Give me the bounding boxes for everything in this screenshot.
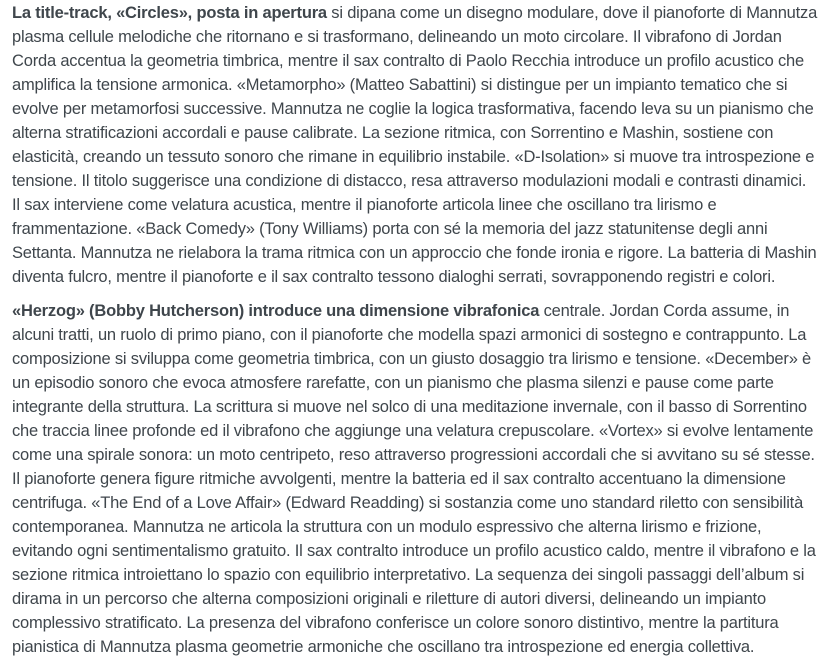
paragraph-1-body-text: si dipana come un disegno modulare, dove il pianoforte di Mannutza plasma cellule melodiche che ritornano e si trasformano, delineando un moto circolare. Il vibrafono di Jordan Corda accentua la geometria timbrica, mentre il sax contralto di Paolo Recchia introduce un profilo acustico che amplifica la tensione armonica. «Metamorpho» (Matteo Sabattini) si distingue per un impianto tematico che si evolve per metamorfosi successive. Mannutza ne coglie la logica trasformativa, facendo leva su un pianismo che alterna stratificazioni accordali e pause calibrate. La sezione ritmica, con Sorrentino e Mashin, sostiene con elasticità, creando un tessuto sonoro che rimane in equilibrio instabile. «D-Isolation» si muove tra introspezione e tensione. Il titolo suggerisce una condizione di distacco, resa attraverso modulazioni modali e contrasti dinamici. Il sax interviene come velatura acustica, mentre il pianoforte articola linee che oscillano tra lirismo e frammentazione. «Back Comedy» (Tony Williams) porta con sé la memoria del jazz statunitense degli anni Settanta. Mannutza ne rielabora la trama ritmica con un approccio che fonde ironia e rigore. La batteria di Mashin diventa fulcro, mentre il pianoforte e il sax contralto tessono dialoghi serrati, sovrapponendo registri e colori. <box>12 4 818 286</box>
paragraph-2-bold-lead: «Herzog» (Bobby Hutcherson) introduce una dimensione vibrafonica <box>12 302 540 320</box>
paragraph-1-bold-lead: La title-track, «Circles», posta in apertura <box>12 4 327 22</box>
article-paragraph-2 <box>12 299 818 659</box>
paragraph-2-body-text: centrale. Jordan Corda assume, in alcuni tratti, un ruolo di primo piano, con il pianoforte che modella spazi armonici di sostegno e contrappunto. La composizione si sviluppa come geometria timbrica, con un giusto dosaggio tra lirismo e tensione. «December» è un episodio sonoro che evoca atmosfere rarefatte, con un pianismo che plasma silenzi e pause come parte integrante della struttura. La scrittura si muove nel solco di una meditazione invernale, con il basso di Sorrentino che traccia linee profonde ed il vibrafono che aggiunge una velatura crepuscolare. «Vortex» si evolve lentamente come una spirale sonora: un moto centripeto, reso attraverso progressioni accordali che si avvitano su sé stesse. Il pianoforte genera figure ritmiche avvolgenti, mentre la batteria ed il sax contralto accentuano la dimensione centrifuga. «The End of a Love Affair» (Edward Readding) si sostanzia come uno standard riletto con sensibilità contemporanea. Mannutza ne articola la struttura con un modulo espressivo che alterna lirismo e frizione, evitando ogni sentimentalismo gratuito. Il sax contralto introduce un profilo acustico caldo, mentre il vibrafono e la sezione ritmica introiettano lo spazio con equilibrio interpretativo. La sequenza dei singoli passaggi dell’album si dirama in un percorso che alterna composizioni originali e riletture di autori diversi, delineando un impianto complessivo stratificato. La presenza del vibrafono conferisce un colore sonoro distintivo, mentre la partitura pianistica di Mannutza plasma geometrie armoniche che oscillano tra introspezione ed energia collettiva. <box>12 302 816 656</box>
article-paragraph-1 <box>12 1 818 289</box>
